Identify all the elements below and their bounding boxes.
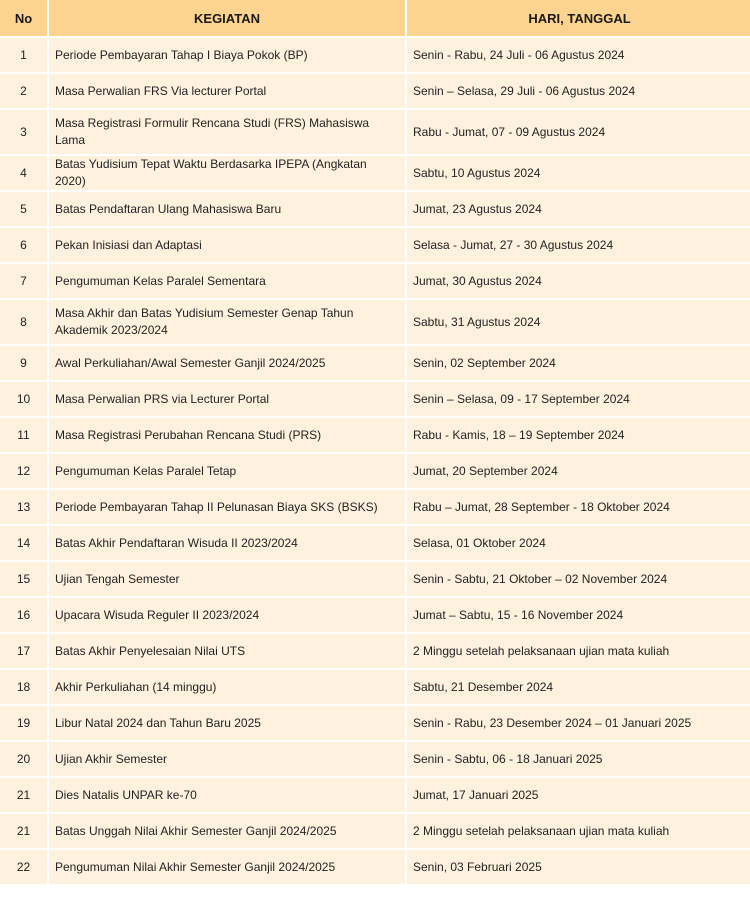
row-number: 19 (0, 706, 47, 740)
row-number: 6 (0, 228, 47, 262)
row-number: 18 (0, 670, 47, 704)
row-tanggal: Senin - Sabtu, 06 - 18 Januari 2025 (407, 742, 750, 776)
row-kegiatan: Periode Pembayaran Tahap II Pelunasan Biaya SKS (BSKS) (49, 490, 405, 524)
row-kegiatan: Ujian Akhir Semester (49, 742, 405, 776)
row-tanggal: Selasa, 01 Oktober 2024 (407, 526, 750, 560)
table-row (0, 454, 750, 488)
table-row (0, 670, 750, 704)
row-tanggal: Rabu - Kamis, 18 – 19 September 2024 (407, 418, 750, 452)
row-tanggal: Sabtu, 31 Agustus 2024 (407, 300, 750, 344)
row-tanggal: Selasa - Jumat, 27 - 30 Agustus 2024 (407, 228, 750, 262)
row-kegiatan: Pekan Inisiasi dan Adaptasi (49, 228, 405, 262)
row-number: 16 (0, 598, 47, 632)
table-row (0, 228, 750, 262)
row-number: 22 (0, 850, 47, 884)
row-kegiatan: Upacara Wisuda Reguler II 2023/2024 (49, 598, 405, 632)
table-row (0, 74, 750, 108)
row-number: 15 (0, 562, 47, 596)
row-number: 4 (0, 156, 47, 190)
table-row (0, 526, 750, 560)
row-kegiatan: Masa Registrasi Formulir Rencana Studi (FRS) Mahasiswa Lama (49, 110, 405, 154)
table-row (0, 300, 750, 344)
row-number: 14 (0, 526, 47, 560)
row-number: 12 (0, 454, 47, 488)
row-number: 2 (0, 74, 47, 108)
header-no: No (0, 0, 47, 36)
row-number: 7 (0, 264, 47, 298)
row-tanggal: Senin, 02 September 2024 (407, 346, 750, 380)
table-row (0, 156, 750, 190)
row-tanggal: Senin - Rabu, 23 Desember 2024 – 01 Januari 2025 (407, 706, 750, 740)
row-number: 11 (0, 418, 47, 452)
table-row (0, 38, 750, 72)
row-number: 5 (0, 192, 47, 226)
table-row (0, 346, 750, 380)
row-kegiatan: Dies Natalis UNPAR ke-70 (49, 778, 405, 812)
row-tanggal: Senin – Selasa, 09 - 17 September 2024 (407, 382, 750, 416)
header-kegiatan: KEGIATAN (49, 0, 405, 36)
row-number: 10 (0, 382, 47, 416)
row-kegiatan: Pengumuman Nilai Akhir Semester Ganjil 2024/2025 (49, 850, 405, 884)
row-tanggal: Jumat – Sabtu, 15 - 16 November 2024 (407, 598, 750, 632)
row-tanggal: Jumat, 23 Agustus 2024 (407, 192, 750, 226)
row-kegiatan: Pengumuman Kelas Paralel Tetap (49, 454, 405, 488)
row-tanggal: Jumat, 20 September 2024 (407, 454, 750, 488)
table-row (0, 634, 750, 668)
table-row (0, 778, 750, 812)
row-tanggal: Jumat, 30 Agustus 2024 (407, 264, 750, 298)
row-kegiatan: Batas Unggah Nilai Akhir Semester Ganjil 2024/2025 (49, 814, 405, 848)
row-kegiatan: Libur Natal 2024 dan Tahun Baru 2025 (49, 706, 405, 740)
row-tanggal: Senin - Rabu, 24 Juli - 06 Agustus 2024 (407, 38, 750, 72)
row-kegiatan: Batas Pendaftaran Ulang Mahasiswa Baru (49, 192, 405, 226)
row-kegiatan: Batas Akhir Pendaftaran Wisuda II 2023/2024 (49, 526, 405, 560)
row-kegiatan: Masa Akhir dan Batas Yudisium Semester Genap Tahun Akademik 2023/2024 (49, 300, 405, 344)
row-kegiatan: Ujian Tengah Semester (49, 562, 405, 596)
table-row (0, 418, 750, 452)
table-row (0, 382, 750, 416)
table-row (0, 814, 750, 848)
row-kegiatan: Batas Akhir Penyelesaian Nilai UTS (49, 634, 405, 668)
row-tanggal: Jumat, 17 Januari 2025 (407, 778, 750, 812)
row-kegiatan: Batas Yudisium Tepat Waktu Berdasarka IPEPA (Angkatan 2020) (49, 156, 405, 190)
row-number: 21 (0, 778, 47, 812)
table-row (0, 490, 750, 524)
table-row (0, 598, 750, 632)
row-kegiatan: Masa Registrasi Perubahan Rencana Studi (PRS) (49, 418, 405, 452)
row-tanggal: Sabtu, 10 Agustus 2024 (407, 156, 750, 190)
row-tanggal: 2 Minggu setelah pelaksanaan ujian mata kuliah (407, 634, 750, 668)
row-tanggal: Senin – Selasa, 29 Juli - 06 Agustus 2024 (407, 74, 750, 108)
table-row (0, 850, 750, 884)
row-number: 20 (0, 742, 47, 776)
row-kegiatan: Masa Perwalian FRS Via lecturer Portal (49, 74, 405, 108)
row-kegiatan: Pengumuman Kelas Paralel Sementara (49, 264, 405, 298)
row-tanggal: Senin, 03 Februari 2025 (407, 850, 750, 884)
row-number: 1 (0, 38, 47, 72)
header-hari-tanggal: HARI, TANGGAL (407, 0, 750, 36)
table-row (0, 192, 750, 226)
table-row (0, 742, 750, 776)
row-number: 17 (0, 634, 47, 668)
table-header-row (0, 0, 750, 36)
row-tanggal: Rabu – Jumat, 28 September - 18 Oktober 2024 (407, 490, 750, 524)
row-number: 8 (0, 300, 47, 344)
row-kegiatan: Akhir Perkuliahan (14 minggu) (49, 670, 405, 704)
row-tanggal: 2 Minggu setelah pelaksanaan ujian mata kuliah (407, 814, 750, 848)
table-row (0, 264, 750, 298)
table-row (0, 706, 750, 740)
row-number: 21 (0, 814, 47, 848)
row-kegiatan: Periode Pembayaran Tahap I Biaya Pokok (BP) (49, 38, 405, 72)
row-tanggal: Senin - Sabtu, 21 Oktober – 02 November 2024 (407, 562, 750, 596)
row-kegiatan: Masa Perwalian PRS via Lecturer Portal (49, 382, 405, 416)
row-tanggal: Rabu - Jumat, 07 - 09 Agustus 2024 (407, 110, 750, 154)
row-kegiatan: Awal Perkuliahan/Awal Semester Ganjil 2024/2025 (49, 346, 405, 380)
row-number: 9 (0, 346, 47, 380)
row-tanggal: Sabtu, 21 Desember 2024 (407, 670, 750, 704)
table-row (0, 110, 750, 154)
row-number: 13 (0, 490, 47, 524)
row-number: 3 (0, 110, 47, 154)
table-row (0, 562, 750, 596)
